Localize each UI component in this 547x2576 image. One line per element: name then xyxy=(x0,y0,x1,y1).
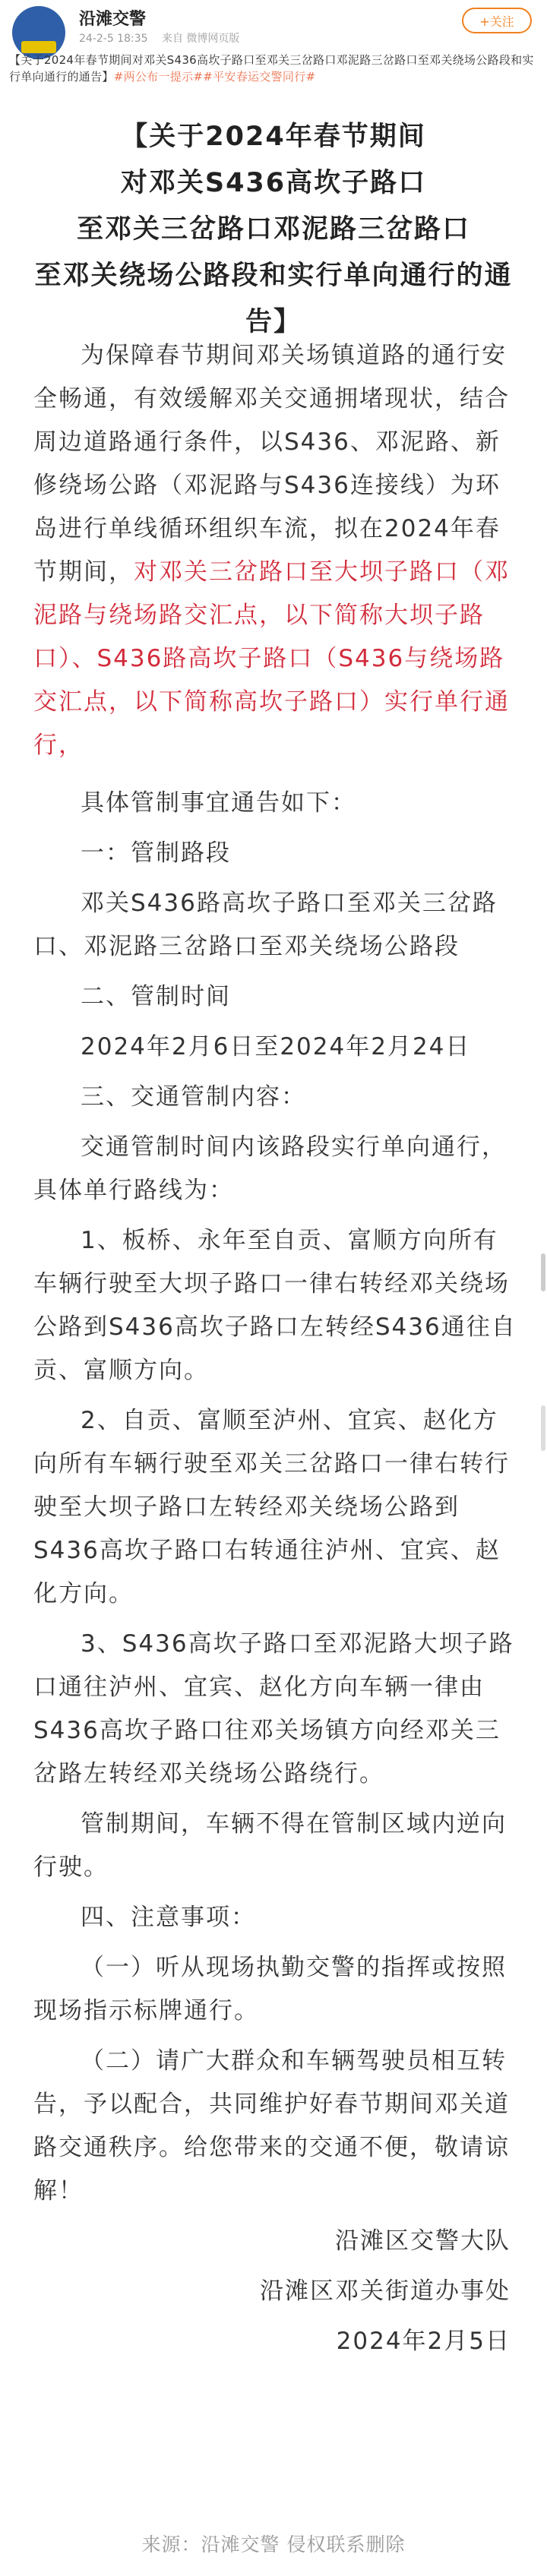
headline-line: 至邓关绕场公路段和实行单向通行的通 xyxy=(34,261,513,291)
signer-police: 沿滩区交警大队 xyxy=(335,2227,511,2255)
section2-title: 二、管制时间 xyxy=(81,983,231,1010)
scrollbar-thumb[interactable] xyxy=(541,1253,545,1291)
route-2: 2、自贡、富顺至泸州、宜宾、赵化方向所有车辆行驶至邓关三岔路口一律右转行驶至大坝子路口左转经邓关绕场公路到S436高坎子路口右转通往泸州、宜宾、赵化方向。 xyxy=(33,1407,510,1607)
route-3: 3、S436高坎子路口至邓泥路大坝子路口通往泸州、宜宾、赵化方向车辆一律由S436高坎子路口往邓关场镇方向经邓关三岔路左转经邓关绕场公路绕行。 xyxy=(33,1630,514,1787)
headline-line: 至邓关三岔路口邓泥路三岔路口 xyxy=(76,214,470,245)
intro-highlight: 对邓关三岔路口至大坝子路口（邓泥路与绕场路交汇点，以下简称大坝子路口）、S436路高坎子路口（S436与绕场路交汇点，以下简称高坎子路口）实行单行通行， xyxy=(33,558,510,759)
post-time: 24-2-5 18:35 xyxy=(79,33,148,45)
notice-headline xyxy=(30,114,517,346)
summary-text: 【关于2024年春节期间对邓关S436高坎子路口至邓关三岔路口邓泥路三岔路口至邓关绕场公路段和实行单向通行的通告】 xyxy=(9,53,534,84)
section4-title: 四、注意事项： xyxy=(81,1904,256,1931)
section3-intro: 交通管制时间内该路段实行单向通行，具体单行路线为： xyxy=(33,1133,507,1204)
notice-date: 2024年2月5日 xyxy=(336,2328,511,2355)
headline-line: 【关于2024年春节期间 xyxy=(121,122,426,152)
intro-text: 为保障春节期间邓关场镇道路的通行安全畅通，有效缓解邓关交通拥堵现状，结合周边道路通行条件，以S436、邓泥路、新修绕场公路（邓泥路与S436连接线）为环岛进行单线循环组织车流，拟在2024年春节期间， xyxy=(33,342,510,586)
section2-body: 2024年2月6日至2024年2月24日 xyxy=(81,1033,471,1060)
section1-body: 邓关S436路高坎子路口至邓关三岔路口、邓泥路三岔路口至邓关绕场公路段 xyxy=(33,890,498,960)
scrollbar-track-marker xyxy=(541,1405,545,1451)
section1-title: 一：管制路段 xyxy=(81,839,231,867)
note-1: （一）听从现场执勤交警的指挥或按照现场指示标牌通行。 xyxy=(33,1954,507,2024)
post-summary xyxy=(9,52,538,85)
post-meta xyxy=(79,30,250,46)
signer-office: 沿滩区邓关街道办事处 xyxy=(260,2277,511,2305)
hashtag-link[interactable]: #两公布一提示##平安春运交警同行# xyxy=(113,70,316,84)
notice-body xyxy=(33,334,520,2370)
prohibition: 管制期间，车辆不得在管制区域内逆向行驶。 xyxy=(33,1810,507,1881)
username[interactable]: 沿滩交警 xyxy=(79,10,147,29)
note-2: （二）请广大群众和车辆驾驶员相互转告，予以配合，共同维护好春节期间邓关道路交通秩序。给您带来的交通不便，敬请谅解！ xyxy=(33,2047,510,2205)
headline-line: 告】 xyxy=(245,307,302,337)
headline-line: 对邓关S436高坎子路口 xyxy=(120,168,427,198)
follow-button[interactable]: +关注 xyxy=(462,8,532,33)
route-1: 1、板桥、永年至自贡、富顺方向所有车辆行驶至大坝子路口一律右转经邓关绕场公路到S436高坎子路口左转经S436通往自贡、富顺方向。 xyxy=(33,1227,517,1384)
source-credit: 来源：沿滩交警 侵权联系删除 xyxy=(141,2533,406,2555)
notice-intro: 具体管制事宜通告如下： xyxy=(81,789,356,817)
section3-title: 三、交通管制内容： xyxy=(81,1083,306,1111)
intro-paragraph xyxy=(33,334,520,767)
post-source: 来自 微博网页版 xyxy=(161,33,240,45)
